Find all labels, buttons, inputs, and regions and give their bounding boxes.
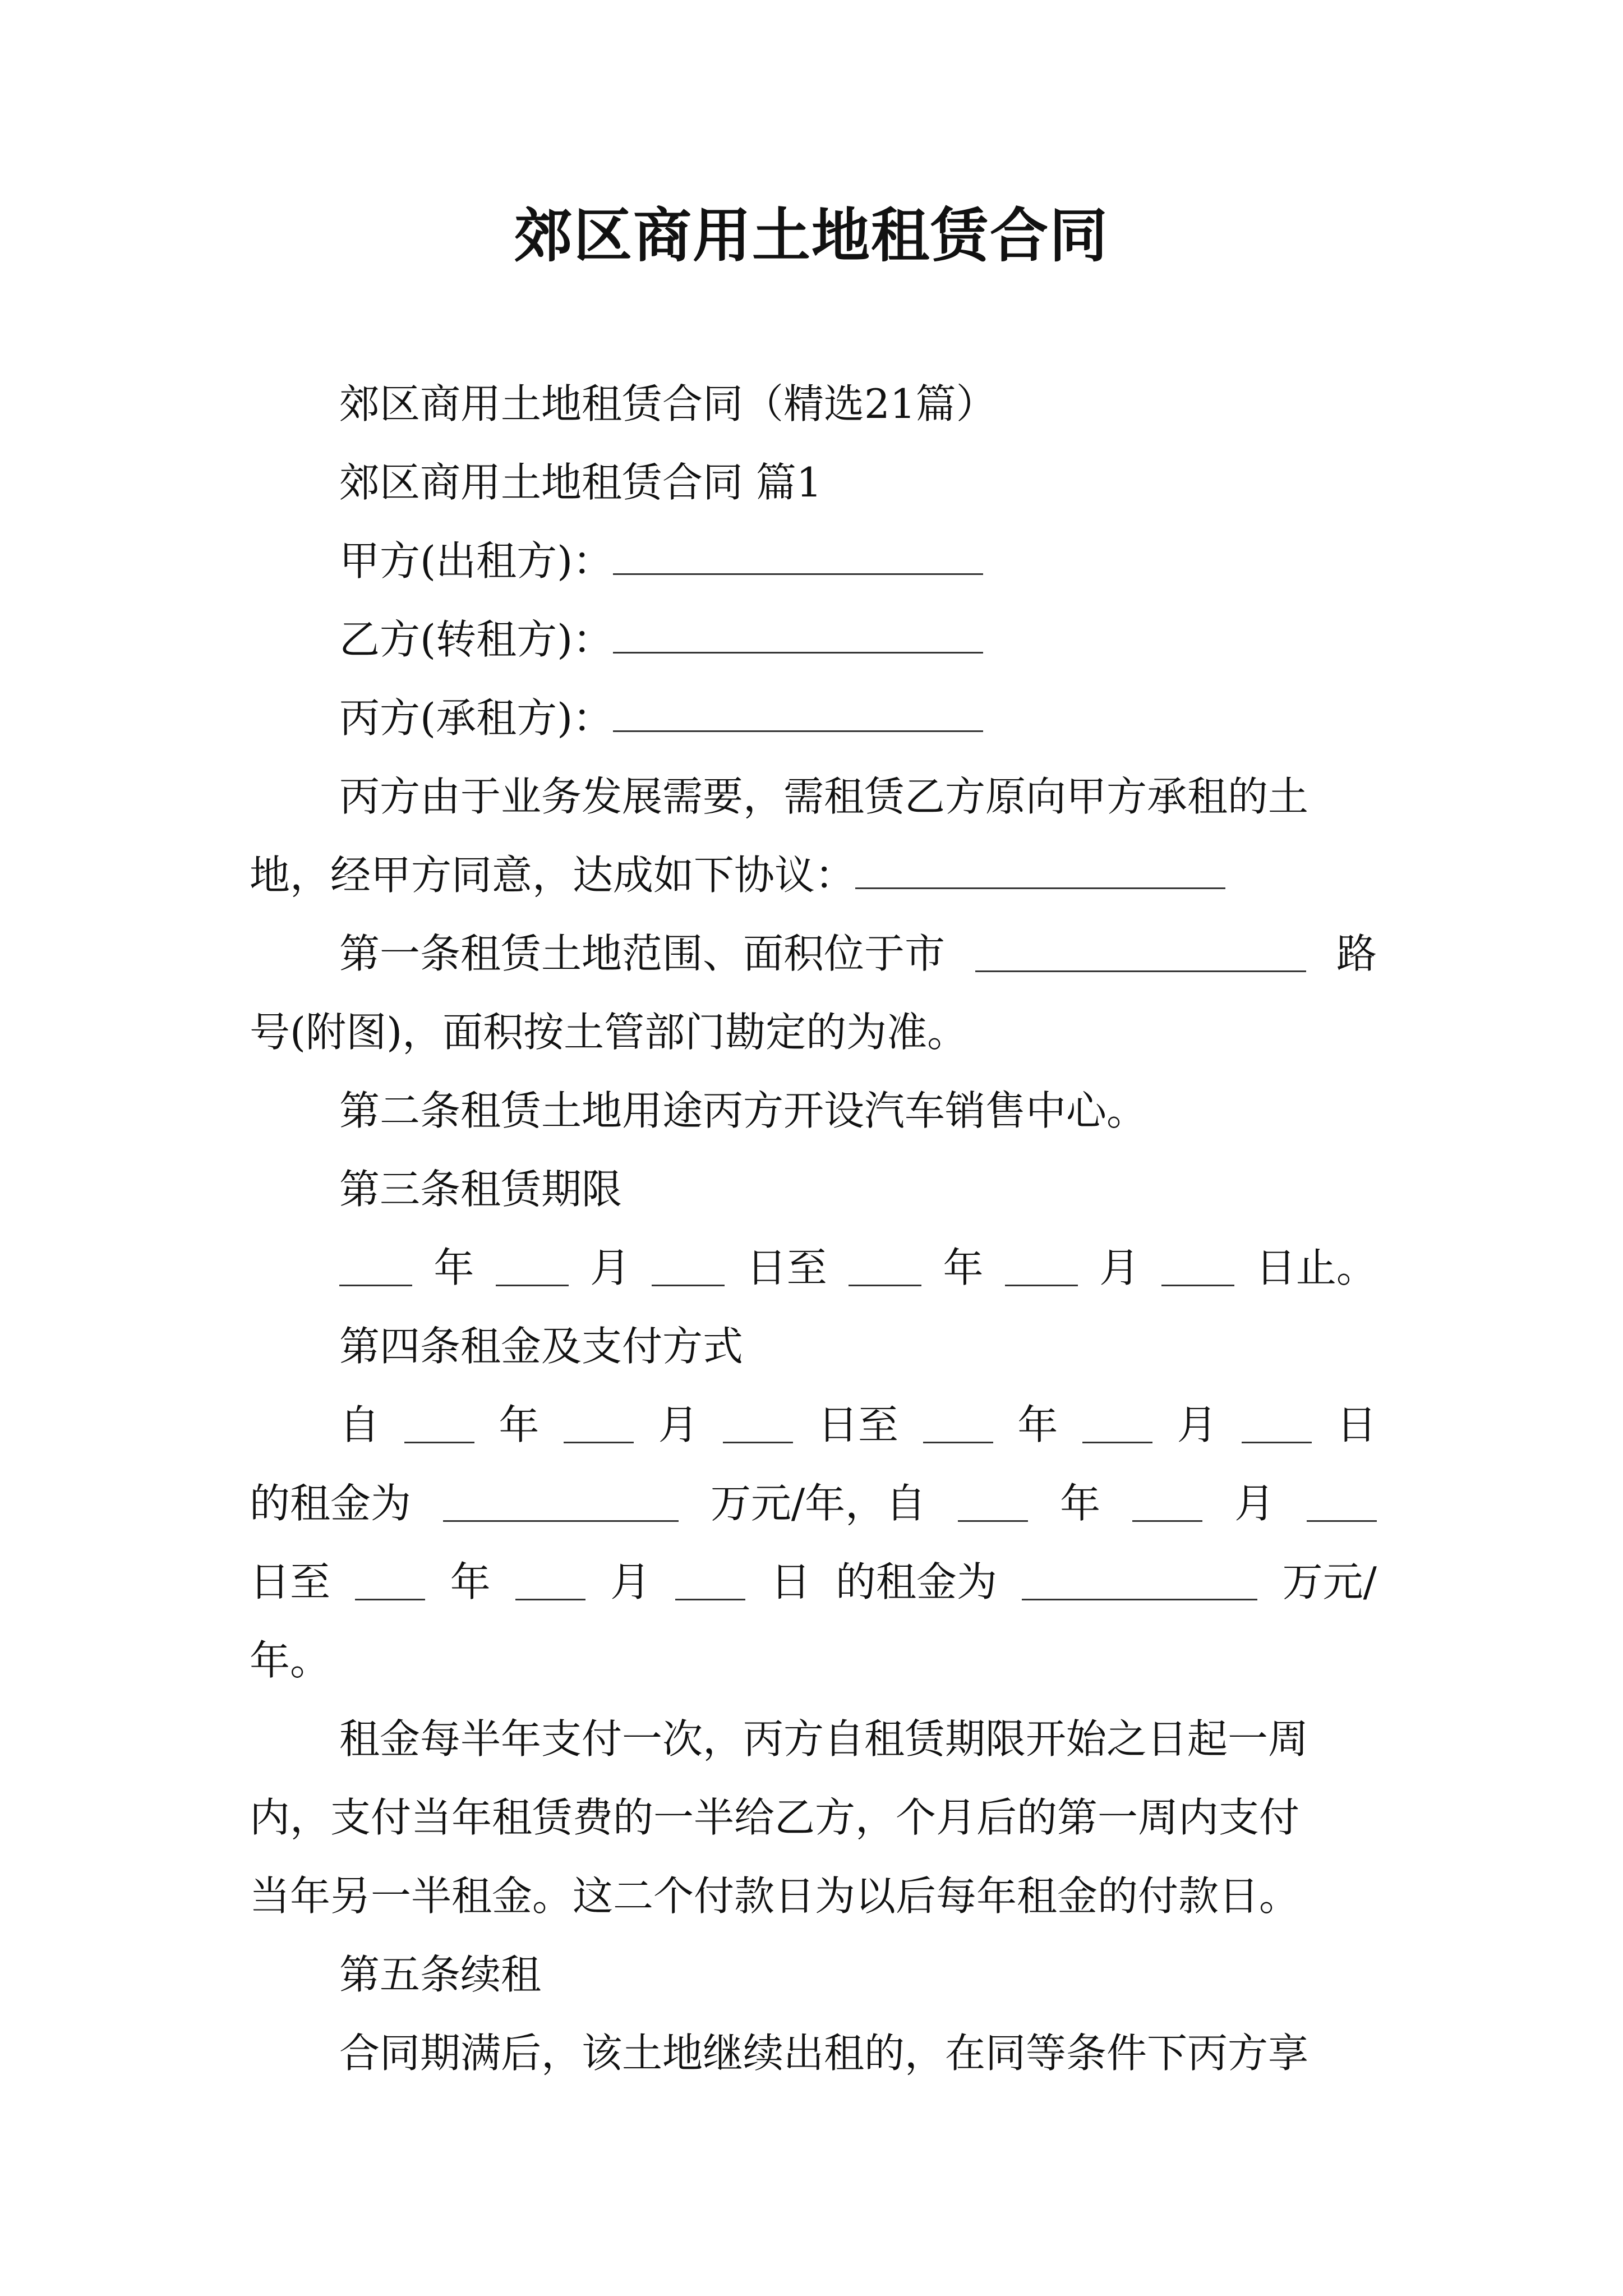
rent1-amount-blank[interactable] <box>443 1485 679 1522</box>
term-dates-line <box>339 1228 1377 1307</box>
day-label: 日 <box>1336 1401 1377 1448</box>
year-label: 年 <box>499 1401 540 1448</box>
rent2-end-day-blank[interactable] <box>675 1564 745 1600</box>
unit-label: 万元/ <box>1282 1558 1377 1605</box>
start-month-blank[interactable] <box>496 1250 569 1286</box>
rent-line-3 <box>250 1543 1377 1621</box>
rent-line-4: 年。 <box>250 1637 331 1684</box>
party-c-label: 丙方(承租方)： <box>339 694 614 742</box>
subtitle: 郊区商用土地租赁合同（精选21篇） <box>339 380 997 427</box>
rent1-start-month-blank[interactable] <box>564 1407 634 1443</box>
payment-line-1: 租金每半年支付一次，丙方自租赁期限开始之日起一周 <box>339 1715 1309 1763</box>
article-1-road: 路 <box>1336 930 1377 977</box>
month-label: 月 <box>1234 1480 1275 1527</box>
day-to-label: 日至 <box>817 1401 898 1448</box>
start-day-blank[interactable] <box>652 1250 725 1286</box>
year-label: 年 <box>1017 1401 1058 1448</box>
intro-blank[interactable] <box>855 853 1225 889</box>
intro-line-1: 丙方由于业务发展需要，需租赁乙方原向甲方承租的土 <box>339 773 1309 820</box>
rent2-amount-blank[interactable] <box>1022 1564 1257 1600</box>
end-day-blank[interactable] <box>1161 1250 1234 1286</box>
start-year-blank[interactable] <box>339 1250 412 1286</box>
rent1-end-day-blank[interactable] <box>1242 1407 1312 1443</box>
rent1-start-year-blank[interactable] <box>404 1407 474 1443</box>
intro-text: 地，经甲方同意，达成如下协议： <box>250 852 856 899</box>
article-1-line-1 <box>339 914 1377 993</box>
part-heading: 郊区商用土地租赁合同 篇1 <box>339 459 822 506</box>
from-label: 自 <box>339 1401 380 1448</box>
article-4-heading: 第四条租金及支付方式 <box>339 1323 744 1370</box>
rent2-end-month-blank[interactable] <box>515 1564 585 1600</box>
intro-line-2 <box>250 836 1377 914</box>
payment-line-2: 内，支付当年租赁费的一半给乙方，个月后的第一周内支付 <box>250 1794 1300 1841</box>
rent-is-label: 的租金为 <box>836 1558 998 1605</box>
rent2-start-day-blank[interactable] <box>1307 1485 1377 1522</box>
party-c-blank[interactable] <box>613 696 983 732</box>
renewal-line-1: 合同期满后，该土地继续出租的，在同等条件下丙方享 <box>339 2030 1309 2077</box>
party-a-line <box>339 522 1377 600</box>
article-2: 第二条租赁土地用途丙方开设汽车销售中心。 <box>339 1087 1147 1134</box>
year-label: 年 <box>434 1244 474 1291</box>
city-road-blank[interactable] <box>975 936 1306 972</box>
rent2-start-year-blank[interactable] <box>958 1485 1028 1522</box>
article-3-heading: 第三条租赁期限 <box>339 1166 623 1213</box>
party-a-blank[interactable] <box>613 539 983 575</box>
rent-line-2 <box>250 1464 1377 1543</box>
day-end-label: 日止。 <box>1255 1244 1377 1291</box>
article-1-line-2: 号(附图)，面积按土管部门勘定的为准。 <box>250 1009 968 1056</box>
month-label: 月 <box>610 1558 651 1605</box>
unit-from-label: 万元/年，自 <box>710 1480 926 1527</box>
article-5-heading: 第五条续租 <box>339 1951 542 1998</box>
payment-line-3: 当年另一半租金。这二个付款日为以后每年租金的付款日。 <box>250 1872 1300 1920</box>
month-label: 月 <box>590 1244 631 1291</box>
rent-line-1 <box>339 1386 1377 1464</box>
party-b-blank[interactable] <box>613 617 983 654</box>
party-b-line <box>339 600 1377 679</box>
party-c-line <box>339 679 1377 757</box>
year-label: 年 <box>450 1558 491 1605</box>
article-1-text: 第一条租赁土地范围、面积位于市 <box>339 930 946 977</box>
day-to-label: 日至 <box>746 1244 827 1291</box>
rent2-start-month-blank[interactable] <box>1132 1485 1202 1522</box>
end-month-blank[interactable] <box>1005 1250 1078 1286</box>
party-b-label: 乙方(转租方)： <box>339 616 614 663</box>
year-label: 年 <box>1060 1480 1101 1527</box>
rent1-start-day-blank[interactable] <box>723 1407 793 1443</box>
rent2-end-year-blank[interactable] <box>355 1564 425 1600</box>
rent1-end-month-blank[interactable] <box>1082 1407 1152 1443</box>
month-label: 月 <box>1177 1401 1218 1448</box>
rent1-end-year-blank[interactable] <box>923 1407 993 1443</box>
end-year-blank[interactable] <box>849 1250 921 1286</box>
rent-is-label: 的租金为 <box>250 1480 412 1527</box>
day-label: 日 <box>770 1558 811 1605</box>
party-a-label: 甲方(出租方)： <box>339 537 614 585</box>
day-to-label: 日至 <box>250 1558 331 1605</box>
month-label: 月 <box>1099 1244 1140 1291</box>
month-label: 月 <box>658 1401 699 1448</box>
document-title: 郊区商用土地租赁合同 <box>514 201 1109 270</box>
year-label: 年 <box>943 1244 984 1291</box>
